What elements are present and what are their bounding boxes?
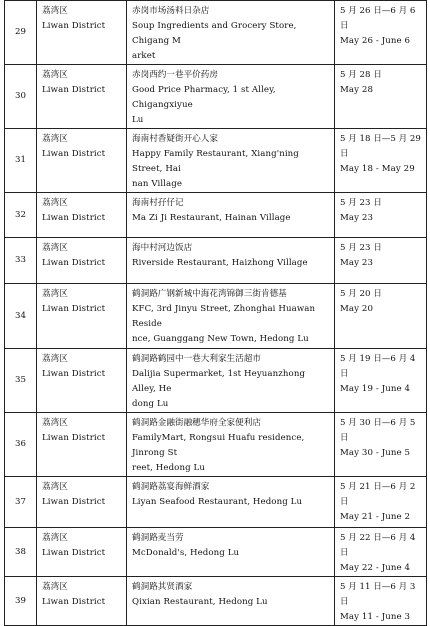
location-en-line: Good Price Pharmacy, 1 st Alley, Chigangxiyue: [132, 85, 276, 110]
district-cell: [37, 577, 127, 626]
location-cn: 海南村香疑街开心人家: [132, 134, 218, 144]
location-cell: [127, 477, 335, 528]
location-en-line: Qixian Restaurant, Hedong Lu: [132, 597, 268, 607]
district-cell: [37, 238, 127, 284]
table-row: [5, 477, 427, 528]
district-en: Liwan District: [42, 433, 106, 443]
date-cell: [335, 477, 427, 528]
date-cell: [335, 238, 427, 284]
location-cell: [127, 284, 335, 349]
district-en: Liwan District: [42, 258, 106, 268]
district-en: Liwan District: [42, 21, 106, 31]
table-row: [5, 129, 427, 193]
district-en: Liwan District: [42, 597, 106, 607]
date-en: May 20: [340, 304, 374, 314]
row-number: 38: [5, 528, 37, 577]
location-cell: [127, 1, 335, 65]
date-cn: 5 月 26 日—6 月 6 日: [340, 6, 416, 31]
date-cell: [335, 193, 427, 238]
date-cn: 5 月 20 日: [340, 289, 382, 299]
date-cell: [335, 349, 427, 413]
location-cell: [127, 129, 335, 193]
location-cn: 鹤洞路麦当劳: [132, 533, 184, 543]
row-number: 39: [5, 577, 37, 626]
table-body: [5, 1, 427, 626]
date-cell: [335, 129, 427, 193]
date-cell: [335, 413, 427, 477]
location-cell: [127, 65, 335, 129]
district-cn: 荔湾区: [42, 70, 68, 80]
row-number: 31: [5, 129, 37, 193]
district-cell: [37, 284, 127, 349]
location-cn: 鹤洞路其贤酒家: [132, 582, 193, 592]
district-cell: [37, 413, 127, 477]
row-number: 29: [5, 1, 37, 65]
district-cn: 荔湾区: [42, 198, 68, 208]
date-cn: 5 月 30 日—6 月 5 日: [340, 418, 416, 443]
location-cell: [127, 349, 335, 413]
district-cell: [37, 477, 127, 528]
date-en: May 23: [340, 213, 374, 223]
district-en: Liwan District: [42, 85, 106, 95]
location-en-line: reet, Hedong Lu: [132, 463, 205, 473]
table-row: [5, 65, 427, 129]
row-number: 35: [5, 349, 37, 413]
district-cn: 荔湾区: [42, 418, 68, 428]
table-row: [5, 349, 427, 413]
table-row: [5, 577, 427, 626]
date-en: May 22 - June 4: [340, 563, 411, 573]
date-en: May 19 - June 4: [340, 384, 411, 394]
row-number: 37: [5, 477, 37, 528]
district-cn: 荔湾区: [42, 243, 68, 253]
district-en: Liwan District: [42, 497, 106, 507]
date-cell: [335, 1, 427, 65]
location-cell: [127, 193, 335, 238]
location-en-line: nce, Guanggang New Town, Hedong Lu: [132, 334, 309, 344]
district-cn: 荔湾区: [42, 134, 68, 144]
location-cn: 海中村河边饭店: [132, 243, 193, 253]
district-cn: 荔湾区: [42, 482, 68, 492]
district-cn: 荔湾区: [42, 533, 68, 543]
district-cell: [37, 528, 127, 577]
locations-table: [4, 0, 427, 626]
date-cn: 5 月 11 日—6 月 3 日: [340, 582, 416, 607]
row-number: 34: [5, 284, 37, 349]
district-cn: 荔湾区: [42, 582, 68, 592]
table-row: [5, 238, 427, 284]
location-cell: [127, 413, 335, 477]
date-cn: 5 月 28 日: [340, 70, 382, 80]
table-row: [5, 528, 427, 577]
location-en-line: dong Lu: [132, 399, 169, 409]
location-cn: 鹤洞路广钢新城中海花湾锦御三街肯德基: [132, 289, 287, 299]
date-cell: [335, 284, 427, 349]
location-en-line: Dalijia Supermarket, 1st Heyuanzhong Alley, He: [132, 369, 306, 394]
district-cn: 荔湾区: [42, 289, 68, 299]
district-cn: 荔湾区: [42, 354, 68, 364]
location-cn: 赤岗西约一巷平价药房: [132, 70, 218, 80]
location-en-line: FamilyMart, Rongsui Huafu residence, Jinrong St: [132, 433, 305, 458]
location-en-line: arket: [132, 51, 156, 61]
district-en: Liwan District: [42, 548, 106, 558]
table-row: [5, 193, 427, 238]
date-cell: [335, 65, 427, 129]
table-row: [5, 1, 427, 65]
location-en-line: Riverside Restaurant, Haizhong Village: [132, 258, 308, 268]
location-cn: 鹤洞路鹤园中一巷大利家生活超市: [132, 354, 261, 364]
district-cell: [37, 349, 127, 413]
date-en: May 26 - June 6: [340, 36, 411, 46]
district-cell: [37, 1, 127, 65]
location-en-line: Lu: [132, 115, 144, 125]
date-en: May 21 - June 2: [340, 512, 411, 522]
location-cn: 海南村孖仔记: [132, 198, 184, 208]
table-row: [5, 284, 427, 349]
location-cell: [127, 528, 335, 577]
row-number: 32: [5, 193, 37, 238]
location-en-line: Happy Family Restaurant, Xiang'ning Street, Hai: [132, 149, 299, 174]
district-en: Liwan District: [42, 149, 106, 159]
location-cell: [127, 577, 335, 626]
date-en: May 28: [340, 85, 374, 95]
location-en-line: McDonald's, Hedong Lu: [132, 548, 240, 558]
date-cn: 5 月 23 日: [340, 198, 382, 208]
district-cn: 荔湾区: [42, 6, 68, 16]
date-cn: 5 月 18 日—5 月 29 日: [340, 134, 421, 159]
row-number: 36: [5, 413, 37, 477]
district-en: Liwan District: [42, 213, 106, 223]
location-cn: 赤岗市场汤料日杂店: [132, 6, 210, 16]
date-en: May 23: [340, 258, 374, 268]
date-cn: 5 月 23 日: [340, 243, 382, 253]
district-en: Liwan District: [42, 369, 106, 379]
row-number: 33: [5, 238, 37, 284]
location-en-line: Ma Zi Ji Restaurant, Hainan Village: [132, 213, 291, 223]
date-en: May 30 - June 5: [340, 448, 411, 458]
location-cell: [127, 238, 335, 284]
date-en: May 18 - May 29: [340, 164, 415, 174]
date-cell: [335, 528, 427, 577]
location-cn: 鹤洞路金融街融穗华府全家便利店: [132, 418, 261, 428]
date-en: May 11 - June 3: [340, 612, 411, 622]
district-en: Liwan District: [42, 304, 106, 314]
row-number: 30: [5, 65, 37, 129]
district-cell: [37, 129, 127, 193]
location-en-line: Soup Ingredients and Grocery Store, Chigang M: [132, 21, 297, 46]
date-cell: [335, 577, 427, 626]
location-en-line: nan Village: [132, 179, 183, 189]
location-en-line: Liyan Seafood Restaurant, Hedong Lu: [132, 497, 303, 507]
location-cn: 鹤洞路荔宴海鲜酒家: [132, 482, 210, 492]
date-cn: 5 月 19 日—6 月 4 日: [340, 354, 416, 379]
date-cn: 5 月 21 日—6 月 2 日: [340, 482, 416, 507]
location-en-line: KFC, 3rd Jinyu Street, Zhonghai Huawan Reside: [132, 304, 316, 329]
table-row: [5, 413, 427, 477]
district-cell: [37, 65, 127, 129]
date-cn: 5 月 22 日—6 月 4 日: [340, 533, 416, 558]
district-cell: [37, 193, 127, 238]
